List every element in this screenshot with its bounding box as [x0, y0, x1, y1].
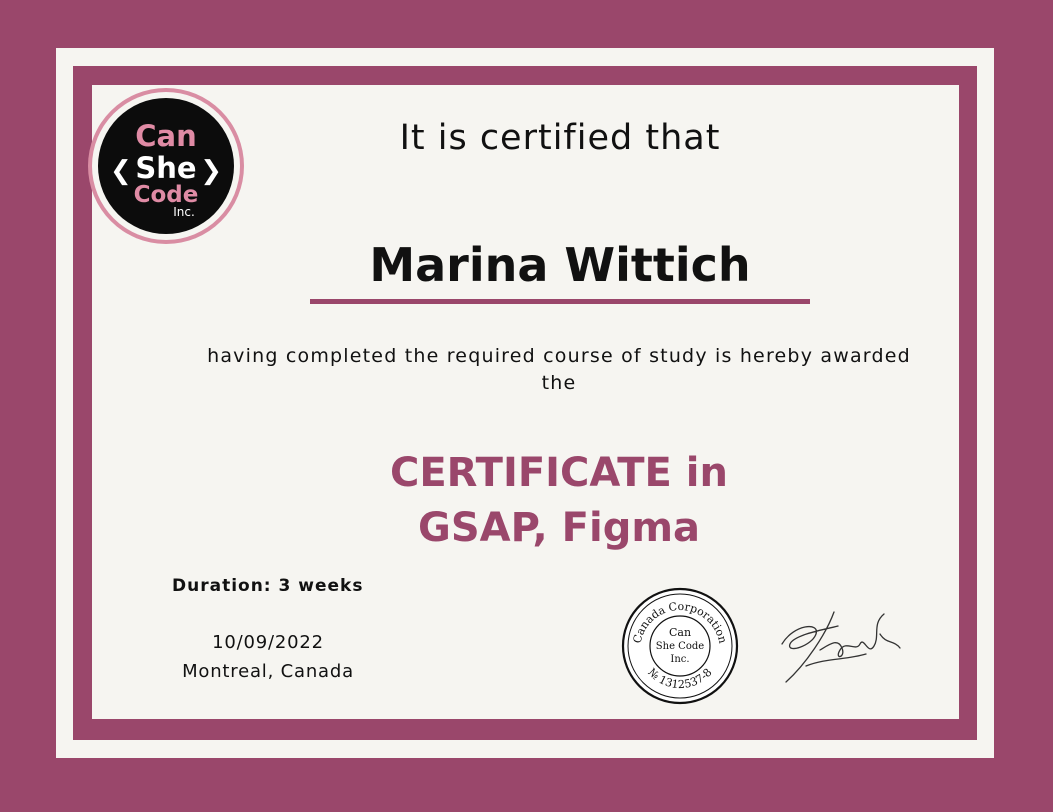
seal-arc-top: Canada Corporation — [630, 599, 730, 645]
can-she-code-logo — [88, 88, 244, 244]
logo-text-can: Can — [135, 119, 197, 153]
certificate-title-line2: GSAP, Figma — [417, 505, 701, 551]
logo-text-inc: Inc. — [173, 205, 195, 219]
certificate-title — [250, 446, 868, 556]
seal-center-line3: Inc. — [670, 654, 690, 665]
seal-center-line1: Can — [668, 626, 692, 639]
signature-icon — [776, 604, 906, 688]
issue-date: 10/09/2022 — [212, 632, 324, 653]
seal-center-line2: She Code — [655, 641, 705, 652]
seal-arc-bottom: № 1312537-8 — [645, 665, 715, 692]
course-duration: Duration: 3 weeks — [172, 576, 364, 596]
certified-intro: It is certified that — [399, 118, 721, 158]
chevron-right-icon: ❯ — [200, 156, 222, 186]
certificate-title-line1: CERTIFICATE in — [390, 450, 728, 496]
recipient-name: Marina Wittich — [369, 238, 751, 292]
issue-location: Montreal, Canada — [182, 661, 354, 682]
logo-text-code: Code — [133, 182, 199, 208]
corporate-seal — [620, 586, 740, 706]
chevron-left-icon: ❮ — [110, 156, 132, 186]
logo-text-she: She — [135, 151, 197, 185]
name-underline — [310, 299, 810, 304]
logo-ring — [92, 92, 240, 240]
completion-statement: having completed the required course of study is hereby awarded the — [207, 345, 911, 394]
